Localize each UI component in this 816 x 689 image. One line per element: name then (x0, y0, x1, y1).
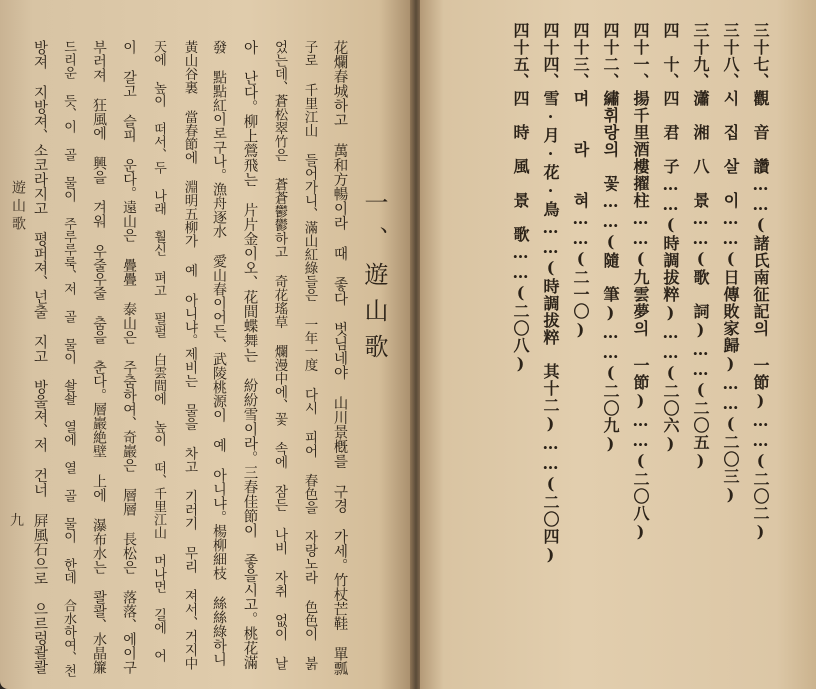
running-head: 遊山歌 (10, 180, 26, 234)
text-column: 부러져 狂風에 興을 겨워 우줄우줄 춤을 춘다。層巖絶壁 上에 瀑布水는 콸콸、水晶簾 (91, 40, 107, 674)
text-column: 방져 지방져、소코라지고 평퍼져、넌출 지고 방울져、저 건너 屛風石으로 으르렁콸콸 (31, 40, 48, 674)
toc-entry: 四十一、揚千里酒樓擢柱……(九雲夢의 一節)……(二〇八) (631, 22, 650, 542)
toc-entry: 三十八、시 집 살 이……(日傳敗家歸)……(二〇三) (721, 22, 740, 505)
toc-entry: 三十九、瀟 湘 八 景……(歌 詞)……(二〇五) (691, 22, 710, 471)
text-column: 花爛春城하고 萬和方暢이라 때 좋다 벗님네야 山川景槪를 구경 가세。竹杖芒鞋 單瓢 (331, 40, 348, 676)
text-column: 이 갈고 슬피 운다。遠山은 疊疊 泰山은 주춤하여、奇巖은 層層 長松은 落落、에이구 (121, 40, 137, 674)
text-column: 子로 千里江山 들어가니、滿山紅綠들은 一年一度 다시 피어 春色을 자랑노라 色色이 붉 (301, 40, 318, 670)
toc-entry: 四十二、繡휘랑의 꽃……(隨 筆)……(二〇九) (601, 22, 620, 454)
text-column: 發 點點紅이로구나。漁舟逐水 愛山春이어든、武陵桃源이 예 아니냐。楊柳細枝 絲絲綠하니 (211, 40, 227, 666)
text-column: 었는데、蒼松翠竹은 蒼蒼鬱鬱하고 奇花瑤草 爛漫中에、꽃 속에 잠든 나비 자취 없이 날 (271, 40, 288, 670)
toc-entry: 四 十、四 君 子……(時調拔粹)……(二〇六) (661, 22, 680, 454)
text-column: 드리운 듯、이 골 물이 주루루룩、저 골 물이 솰솰 열에 열 골 물이 한데 合水하여、천 (61, 40, 76, 677)
toc-entry: 四十四、雪·月·花·鳥……(時調拔粹 其十二)……(二〇四) (541, 22, 560, 565)
page-number: 九 (10, 513, 24, 529)
text-column: 天에 높이 떠서、두 나래 훨신 펴고 펄펄 白雲間에 높이 떠、千里江山 머나먼 길에 어 (151, 40, 166, 662)
text-column: 아 난다。柳上鶯飛는 片片金이오、花間蝶舞는 紛紛雪이라。三春佳節이 좋을시고。桃花滿 (241, 40, 258, 670)
toc-entry: 四十五、四 時 風 景 歌……(二〇八) (511, 22, 530, 374)
toc-entry: 三十七、觀 音 讚……(諸氏南征記의 一節)……(二〇二) (751, 22, 770, 542)
section-title: 一、遊山歌 (360, 190, 388, 370)
text-column: 黃山谷裏 當春節에 淵明五柳가 예 아니냐。제비는 물을 차고 기러기 무리 져서、거지中 (181, 40, 198, 670)
right-page (420, 0, 816, 689)
toc-entry: 四十三、며 라 혀……(二一〇) (571, 22, 590, 340)
